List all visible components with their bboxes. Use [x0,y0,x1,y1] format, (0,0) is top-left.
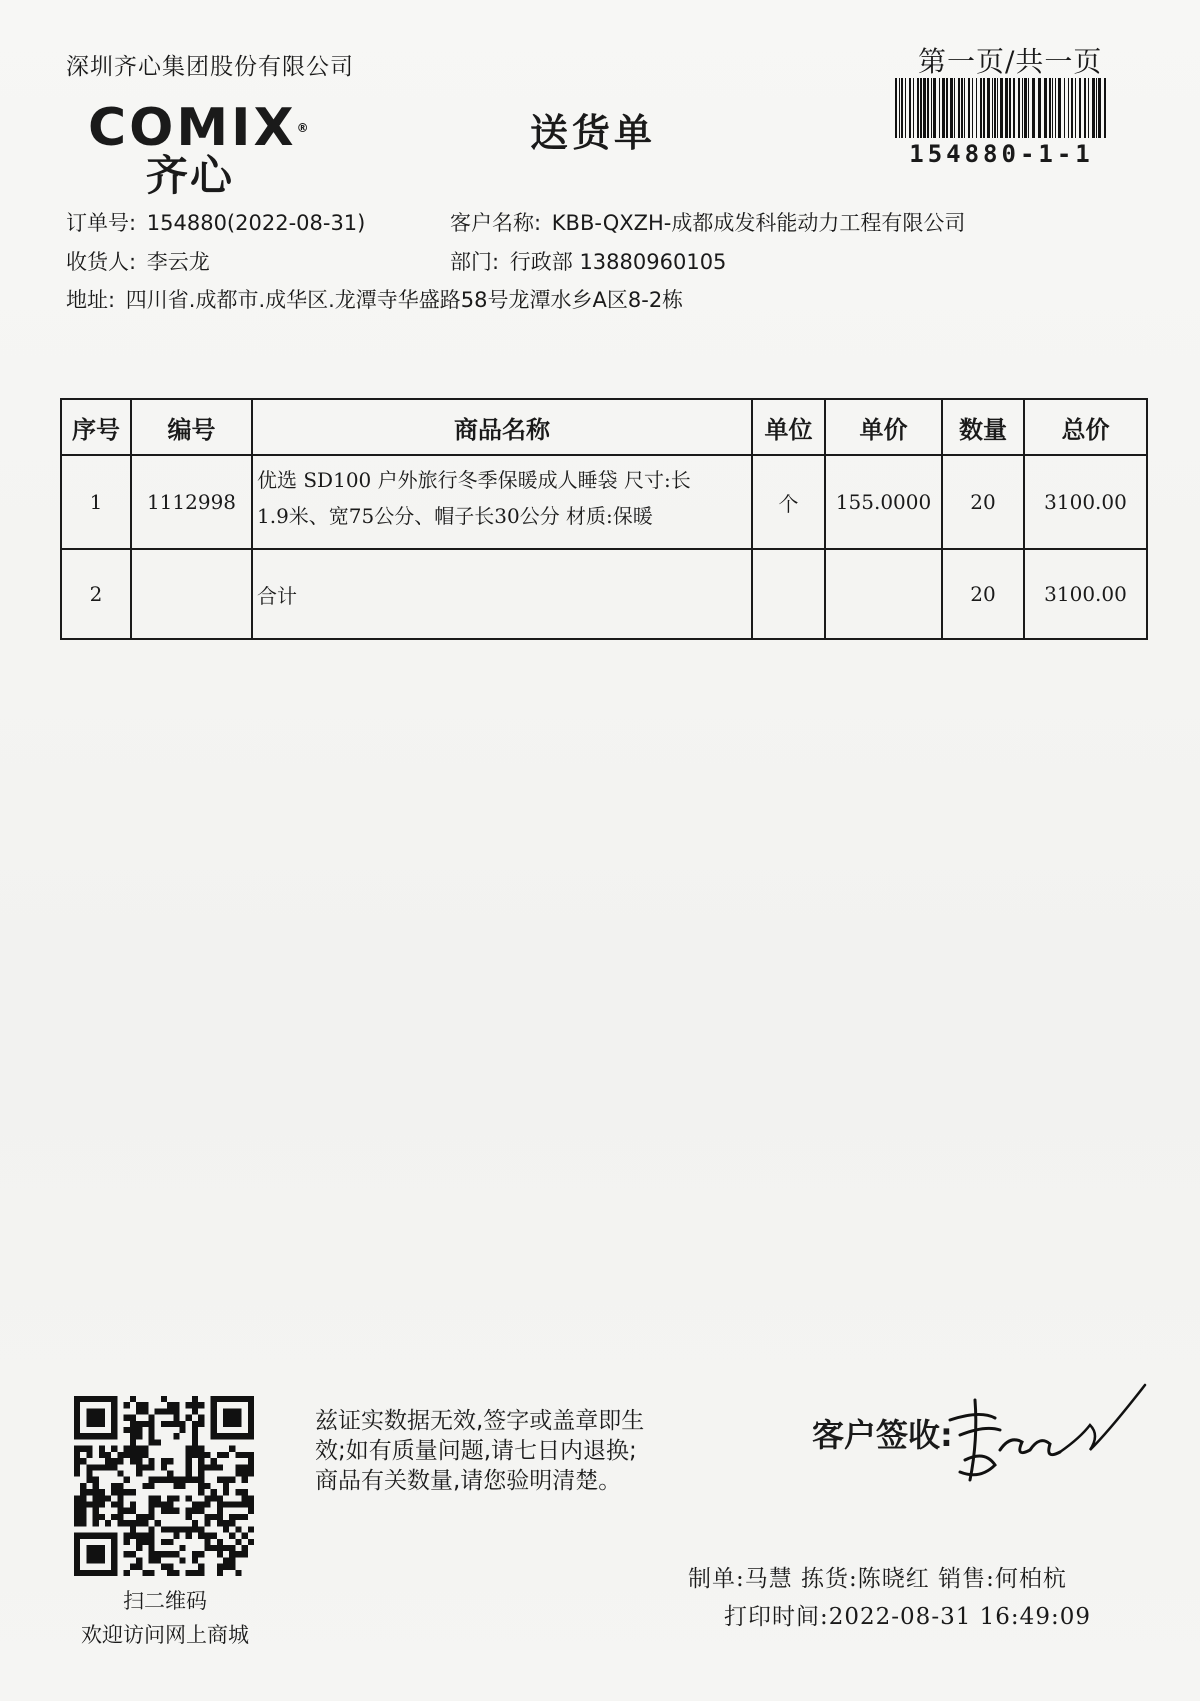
notice-line3: 商品有关数量,请您验明清楚。 [315,1468,622,1494]
product-name-line1: 优选 SD100 户外旅行冬季保暖成人睡袋 尺寸:长 [257,468,691,492]
barcode-bar [954,78,955,138]
cell-seq: 1 [61,455,131,549]
cell-quantity: 20 [942,455,1024,549]
header-total: 总价 [1024,399,1147,455]
barcode-bar [980,78,982,138]
address-row [66,284,683,314]
barcode-bar [895,78,897,138]
customer-label: 客户名称: [450,211,542,235]
barcode-bar [1032,78,1035,138]
barcode-bar [1064,78,1065,138]
barcode-bar [933,78,936,138]
barcode-bar [1084,78,1086,138]
barcode-bar [1079,78,1081,138]
company-name: 深圳齐心集团股份有限公司 [66,54,354,80]
barcode-bar [1000,78,1003,138]
comix-logo [88,98,318,200]
notice-line1: 兹证实数据无效,签字或盖章即生 [315,1408,645,1434]
staff-info: 制单:马慧 拣货:陈晓红 销售:何柏杭 [688,1566,1067,1592]
barcode-bar [1049,78,1051,138]
department-value: 行政部 13880960105 [509,250,727,274]
barcode-bar [1009,78,1011,138]
qr-caption-line1: 扫二维码 [123,1589,207,1613]
department-label: 部门: [450,250,500,274]
barcode-number: 154880-1-1 [909,140,1094,168]
notice-line2: 效;如有质量问题,请七日内退换; [315,1438,637,1464]
barcode-bar [958,78,960,138]
table-header-row [61,399,1147,455]
customer-name: KBB-QXZH-成都成发科能动力工程有限公司 [551,211,966,235]
cell-total: 3100.00 [1024,549,1147,639]
header-unit-price: 单价 [825,399,942,455]
logo-text-en: COMIX® [88,98,312,158]
barcode-bar [942,78,945,138]
print-time: 打印时间:2022-08-31 16:49:09 [724,1604,1091,1630]
cell-quantity: 20 [942,549,1024,639]
barcode-bar [1058,78,1061,138]
barcode-bar [968,78,970,138]
barcode-bar [972,78,973,138]
barcode-bar [994,78,996,138]
address-value: 四川省.成都市.成华区.龙潭寺华盛路58号龙潭水乡A区8-2栋 [125,288,684,312]
customer-signature-label: 客户签收: [812,1416,953,1454]
barcode-bar [1068,78,1069,138]
barcode-bar [997,78,998,138]
customer-row [450,207,965,237]
page-indicator: 第一页/共一页 [918,45,1103,78]
barcode-bar [917,78,919,138]
barcode-bar [927,78,929,138]
barcode-bar [931,78,932,138]
header-seq: 序号 [61,399,131,455]
address-label: 地址: [66,288,116,312]
barcode-bar [1096,78,1097,138]
qr-caption-line2: 欢迎访问网上商城 [81,1623,249,1647]
header-product-name: 商品名称 [252,399,752,455]
department-row [450,246,726,276]
barcode-bar [1052,78,1053,138]
barcode-bar [987,78,990,138]
barcode-bar [1104,78,1106,138]
barcode-bar [1018,78,1020,138]
barcode-bar [909,78,911,138]
barcode-bar [899,78,900,138]
barcode-image [893,78,1110,138]
product-name-line2: 1.9米、宽75公分、帽子长30公分 材质:保暖 [257,504,653,528]
cell-sum-label: 合计 [252,549,752,639]
barcode-bar [1038,78,1041,138]
barcode-bar [901,78,903,138]
qr-code-image [74,1396,254,1576]
barcode-bar [913,78,914,138]
barcode-bar [1098,78,1101,138]
barcode-bar [920,78,922,138]
barcode-bar [950,78,953,138]
order-number-row [66,207,365,237]
qr-caption [60,1584,270,1652]
header-code: 编号 [131,399,252,455]
table-row [61,455,1147,549]
barcode-bar [1013,78,1015,138]
barcode-bar [946,78,948,138]
barcode-bar [1024,78,1027,138]
barcode-bar [1092,78,1095,138]
cell-unit-price: 155.0000 [825,455,942,549]
barcode-bar [1075,78,1076,138]
order-number: 154880(2022-08-31) [146,211,366,235]
barcode-bar [976,78,977,138]
barcode-bar [939,78,940,138]
barcode-bar [964,78,965,138]
receiver-name: 李云龙 [146,250,210,274]
barcode-bar [1044,78,1047,138]
header-unit: 单位 [752,399,825,455]
cell-total: 3100.00 [1024,455,1147,549]
notice-text [315,1406,644,1496]
cell-code [131,549,252,639]
barcode-bar [992,78,993,138]
receiver-row [66,246,210,276]
barcode-bar [1055,78,1056,138]
cell-seq: 2 [61,549,131,639]
logo-text-zh: 齐心 [146,151,235,200]
receiver-label: 收货人: [66,250,137,274]
cell-unit: 个 [752,455,825,549]
barcode-bar [1088,78,1089,138]
barcode-bar [1028,78,1029,138]
cell-product-name [252,455,752,549]
barcode-bar [961,78,963,138]
cell-unit [752,549,825,639]
document-title: 送货单 [530,111,657,155]
cell-unit-price [825,549,942,639]
barcode-bar [905,78,906,138]
items-table [60,398,1148,640]
barcode-bar [923,78,926,138]
cell-code: 1112998 [131,455,252,549]
barcode-bar [1071,78,1073,138]
order-number-label: 订单号: [66,211,137,235]
table-row-summary [61,549,1147,639]
header-quantity: 数量 [942,399,1024,455]
handwritten-signature [940,1380,1150,1490]
barcode-bar [1005,78,1008,138]
barcode-bar [983,78,985,138]
barcode-bar [1022,78,1023,138]
